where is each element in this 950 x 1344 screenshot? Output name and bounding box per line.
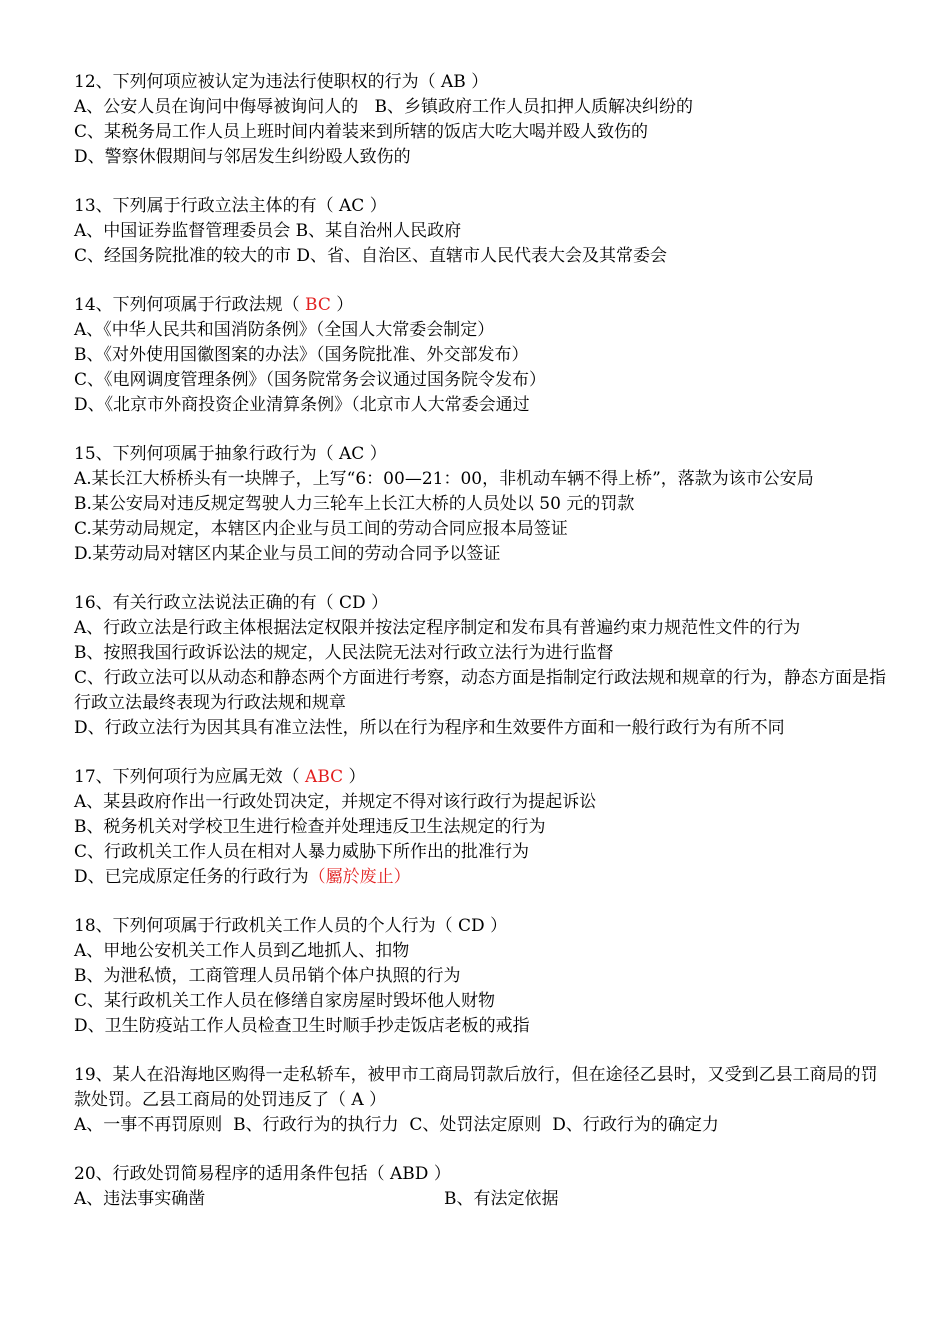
- option-line: C、行政立法可以从动态和静态两个方面进行考察，动态方面是指制定行政法规和规章的行为，静态方面是指行政立法最终表现为行政法规和规章: [74, 668, 887, 713]
- option-row: [74, 1187, 890, 1212]
- option-line: C.某劳动局规定，本辖区内企业与员工间的劳动合同应报本局签证: [74, 519, 568, 539]
- option-line: B、税务机关对学校卫生进行检查并处理违反卫生法规定的行为: [74, 817, 546, 837]
- question-12: [74, 70, 890, 170]
- option-line: B、《对外使用国徽图案的办法》（国务院批准、外交部发布）: [74, 345, 529, 365]
- stem-text: 17、下列何项行为应属无效（: [74, 767, 306, 787]
- option-line: D、卫生防疫站工作人员检查卫生时顺手抄走饭店老板的戒指: [74, 1016, 530, 1036]
- option-line: A、《中华人民共和国消防条例》（全国人大常委会制定）: [74, 320, 495, 340]
- option-line: D.某劳动局对辖区内某企业与员工间的劳动合同予以签证: [74, 544, 501, 564]
- answer-note: （屬於废止）: [308, 867, 411, 887]
- option-line: C、某行政机关工作人员在修缮自家房屋时毁坏他人财物: [74, 991, 496, 1011]
- option-line: A、行政立法是行政主体根据法定权限并按法定程序制定和发布具有普遍约束力规范性文件的行为: [74, 618, 801, 638]
- option-line: A、中国证券监督管理委员会 B、某自治州人民政府: [74, 221, 462, 241]
- question-stem: 19、某人在沿海地区购得一走私轿车，被甲市工商局罚款后放行，但在途径乙县时，又受到乙县工商局的罚款处罚。乙县工商局的处罚违反了（ A ）: [74, 1065, 878, 1110]
- question-13: [74, 194, 890, 269]
- question-15: [74, 442, 890, 567]
- option-a: A、违法事实确凿: [74, 1189, 206, 1209]
- question-20: [74, 1162, 890, 1212]
- option-line: C、某税务局工作人员上班时间内着装来到所辖的饭店大吃大喝并殴人致伤的: [74, 122, 649, 142]
- stem-text: 14、下列何项属于行政法规（: [74, 295, 306, 315]
- question-stem: [74, 293, 890, 318]
- question-stem: [74, 765, 890, 790]
- option-line: A、公安人员在询问中侮辱被询问人的 B、乡镇政府工作人员扣押人质解决纠纷的: [74, 97, 693, 117]
- option-line: D、行政立法行为因其具有准立法性，所以在行为程序和生效要件方面和一般行政行为有所不同: [74, 718, 785, 738]
- option-line: B、为泄私愤，工商管理人员吊销个体户执照的行为: [74, 966, 461, 986]
- option-line: C、经国务院批准的较大的市 D、省、自治区、直辖市人民代表大会及其常委会: [74, 246, 668, 266]
- question-18: [74, 914, 890, 1039]
- option-line: C、行政机关工作人员在相对人暴力威胁下所作出的批准行为: [74, 842, 530, 862]
- question-19: [74, 1063, 890, 1138]
- answer-highlight: BC: [305, 295, 331, 315]
- option-line: C、《电网调度管理条例》（国务院常务会议通过国务院令发布）: [74, 370, 547, 390]
- option-line: D、《北京市外商投资企业清算条例》（北京市人大常委会通过: [74, 395, 530, 415]
- stem-text: ）: [343, 767, 366, 787]
- option-b: B、有法定依据: [444, 1189, 559, 1209]
- question-14: [74, 293, 890, 418]
- answer-highlight: ABC: [305, 767, 344, 787]
- option-line: A、某县政府作出一行政处罚决定，并规定不得对该行政行为提起诉讼: [74, 792, 597, 812]
- option-line: A、一事不再罚原则 B、行政行为的执行力 C、处罚法定原则 D、行政行为的确定力: [74, 1115, 719, 1135]
- stem-text: ）: [330, 295, 354, 315]
- option-line: B、按照我国行政诉讼法的规定，人民法院无法对行政立法行为进行监督: [74, 643, 614, 663]
- option-line: D、警察休假期间与邻居发生纠纷殴人致伤的: [74, 147, 411, 167]
- question-stem: 12、下列何项应被认定为违法行使职权的行为（ AB ）: [74, 72, 489, 92]
- question-stem: 18、下列何项属于行政机关工作人员的个人行为（ CD ）: [74, 916, 508, 936]
- option-line: B.某公安局对违反规定驾驶人力三轮车上长江大桥的人员处以 50 元的罚款: [74, 494, 635, 514]
- question-stem: 16、有关行政立法说法正确的有（ CD ）: [74, 593, 389, 613]
- option-line: A.某长江大桥桥头有一块牌子，上写“6：00—21：00，非机动车辆不得上桥”，落款为该市公安局: [74, 469, 814, 489]
- question-17: [74, 765, 890, 890]
- question-stem: 15、下列何项属于抽象行政行为（ AC ）: [74, 444, 387, 464]
- question-stem: 13、下列属于行政立法主体的有（ AC ）: [74, 196, 387, 216]
- option-line: [74, 865, 890, 890]
- option-line: A、甲地公安机关工作人员到乙地抓人、扣物: [74, 941, 410, 961]
- option-text: D、已完成原定任务的行政行为: [74, 867, 309, 887]
- question-stem: 20、行政处罚简易程序的适用条件包括（ ABD ）: [74, 1164, 451, 1184]
- question-16: [74, 591, 890, 741]
